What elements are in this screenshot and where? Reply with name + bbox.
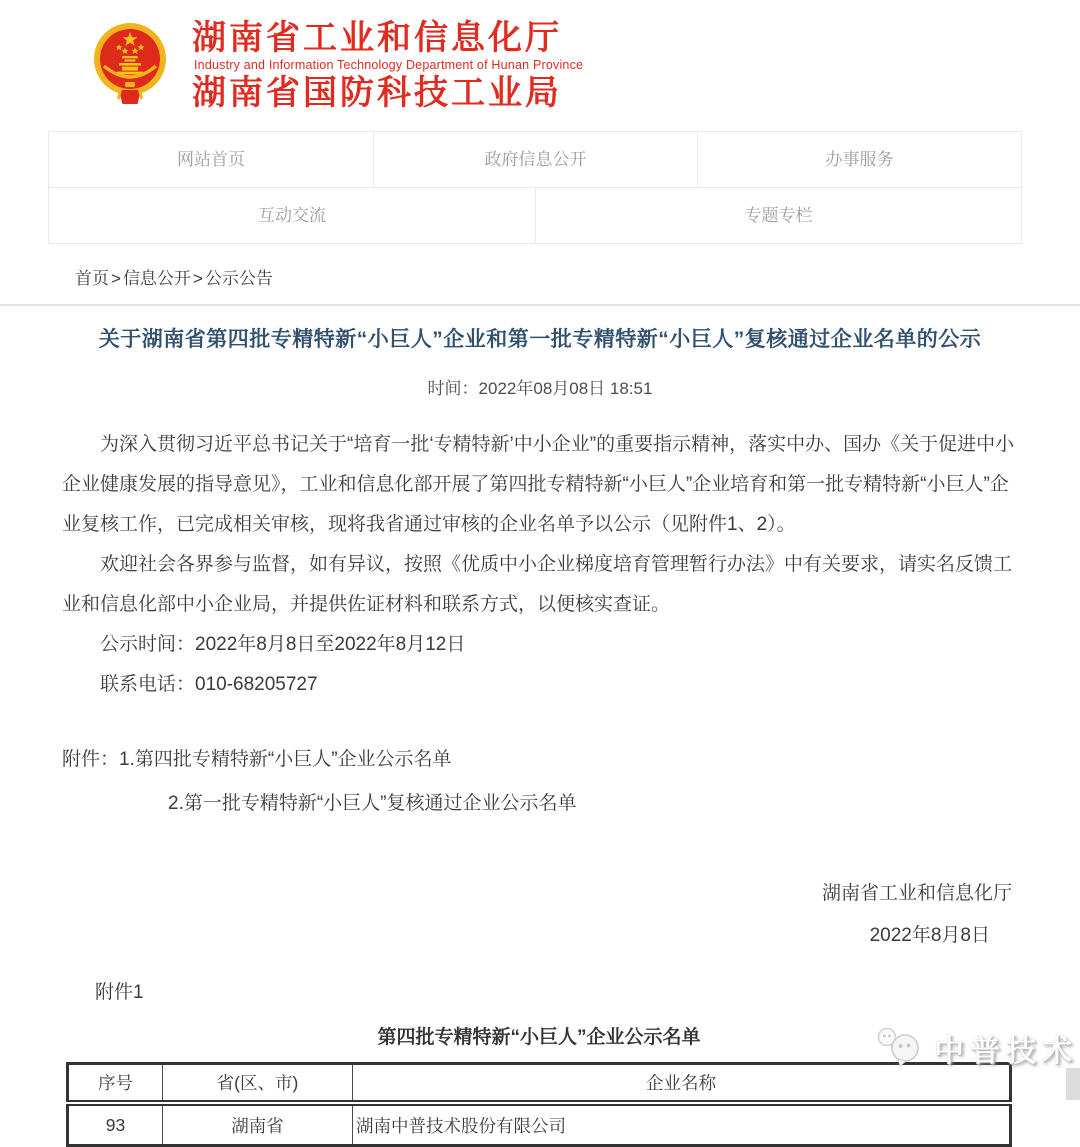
table-header-row xyxy=(68,1064,1011,1104)
nav-item-gov-info-disclosure[interactable]: 政府信息公开 xyxy=(373,132,697,187)
attachments-line-2 xyxy=(62,782,1018,826)
table-row xyxy=(68,1103,1011,1146)
site-header xyxy=(0,0,1080,131)
signature-org: 湖南省工业和信息化厅 xyxy=(821,883,1012,904)
nav-item-website-home[interactable]: 网站首页 xyxy=(177,150,245,169)
roster-table xyxy=(66,1062,1012,1147)
zhongpu-watermark xyxy=(876,1026,1078,1070)
org-name-line2: 湖南省国防科技工业局 xyxy=(192,74,562,113)
attachment-link-1[interactable]: 1.第四批专精特新“小巨人”企业公示名单 xyxy=(119,749,452,770)
chat-bubbles-icon xyxy=(876,1026,928,1070)
attachment1-heading: 附件1 xyxy=(95,982,144,1003)
attachments-label: 附件： xyxy=(62,749,120,770)
col-header-company-name: 企业名称 xyxy=(353,1064,1011,1104)
main-nav xyxy=(48,131,1022,244)
watermark-text: 中普技术 xyxy=(934,1035,1078,1068)
org-title-block xyxy=(192,18,584,113)
breadcrumb-item-public-notice[interactable]: 公示公告 xyxy=(204,269,273,288)
paragraph-2: 欢迎社会各界参与监督，如有异议，按照《优质中小企业梯度培育管理暂行办法》中有关要求，请实名反馈工业和信息化部中小企业局，并提供佐证材料和联系方式，以便核实查证。 xyxy=(62,554,1013,615)
org-name-english: Industry and Information Technology Department of Hunan Province xyxy=(194,57,584,72)
col-header-serial-number: 序号 xyxy=(68,1064,163,1104)
breadcrumb-separator: > xyxy=(192,269,203,288)
corner-strip xyxy=(1066,1068,1080,1100)
cell-serial-number: 93 xyxy=(68,1103,163,1146)
paragraph-1: 为深入贯彻习近平总书记关于“培育一批‘专精特新’中小企业”的重要指示精神，落实中办、国办《关于促进中小企业健康发展的指导意见》，工业和信息化部开展了第四批专精特新“小巨人”企业培育和第一批专精特新“小巨人”企业复核工作，已完成相关审核，现将我省通过审核的企业名单予以公示（见附件1、2）。 xyxy=(62,434,1015,535)
breadcrumb-separator: > xyxy=(111,269,121,288)
article-body xyxy=(62,425,1018,705)
nav-item-special-columns[interactable]: 专题专栏 xyxy=(535,188,1021,243)
attachments-block xyxy=(62,738,1018,826)
nav-item-interaction[interactable]: 互动交流 xyxy=(258,206,326,225)
roster-table-title: 第四批专精特新“小巨人”企业公示名单 xyxy=(377,1027,701,1048)
national-emblem-icon xyxy=(92,20,168,112)
attachment-link-2[interactable]: 2.第一批专精特新“小巨人”复核通过企业公示名单 xyxy=(168,793,577,814)
cell-company-name: 湖南中普技术股份有限公司 xyxy=(353,1103,1011,1146)
signature-block xyxy=(0,884,1012,945)
nav-row-1 xyxy=(49,132,1021,187)
contact-phone-line: 联系电话：010-68205727 xyxy=(100,674,318,695)
attachments-line-1 xyxy=(62,738,1018,782)
breadcrumb xyxy=(0,244,1080,306)
col-header-province: 省(区、市) xyxy=(163,1064,353,1104)
cell-province: 湖南省 xyxy=(163,1103,353,1146)
nav-item-services[interactable]: 办事服务 xyxy=(697,132,1021,187)
page-title: 关于湖南省第四批专精特新“小巨人”企业和第一批专精特新“小巨人”复核通过企业名单的公示 xyxy=(98,328,982,351)
nav-row-2 xyxy=(49,187,1021,243)
breadcrumb-item-info-disclosure[interactable]: 信息公开 xyxy=(122,269,191,288)
publicity-period-line: 公示时间：2022年8月8日至2022年8月12日 xyxy=(100,634,466,655)
org-name-line1: 湖南省工业和信息化厅 xyxy=(192,18,562,57)
breadcrumb-item-home[interactable]: 首页 xyxy=(75,269,109,288)
article-publish-time: 时间：2022年08月08日 18:51 xyxy=(427,379,653,398)
roster-table-title-wrap xyxy=(66,1022,1012,1049)
signature-date: 2022年8月8日 xyxy=(869,925,990,946)
